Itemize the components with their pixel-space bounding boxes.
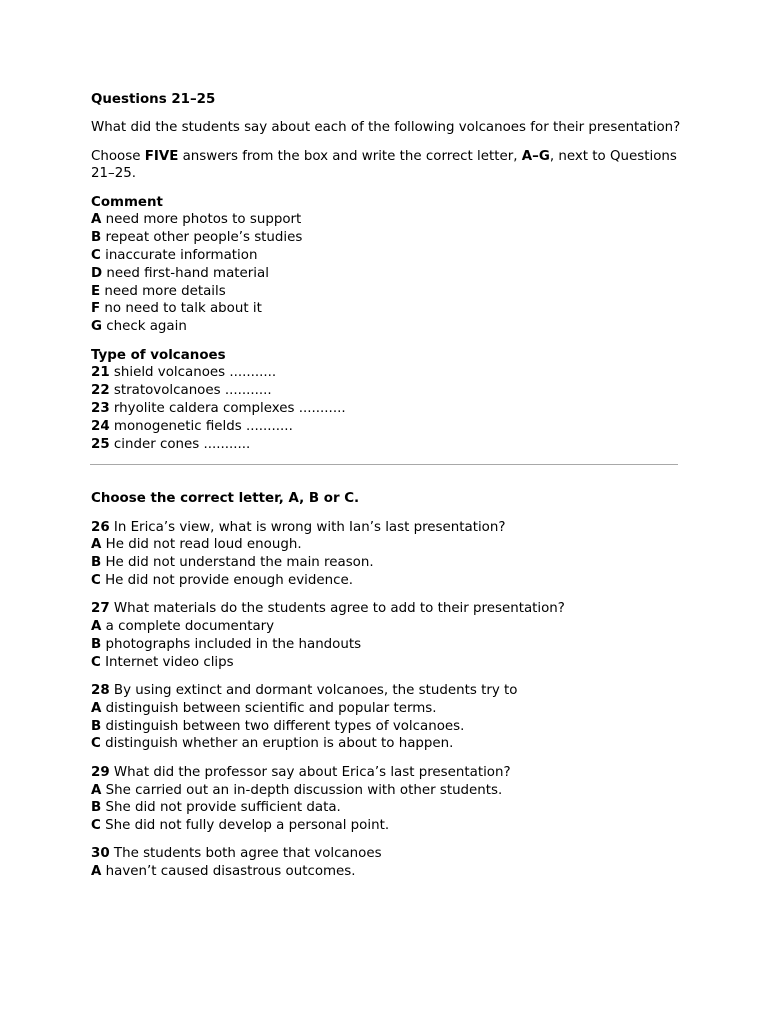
- comment-item: [91, 247, 681, 265]
- volcano-type-text: cinder cones ...........: [113, 436, 251, 452]
- option-letter: A: [91, 619, 102, 635]
- instruction-pre: Choose: [91, 148, 145, 164]
- option-letter: A: [91, 537, 102, 553]
- comment-letter: A: [91, 212, 102, 228]
- document-page: [91, 91, 681, 881]
- option-text: He did not understand the main reason.: [105, 555, 374, 571]
- answer-option: [91, 863, 681, 881]
- question-line: [91, 764, 681, 782]
- question-number: 22: [91, 383, 110, 399]
- instruction-range: A–G: [521, 148, 550, 164]
- question-text: In Erica’s view, what is wrong with Ian’s last presentation?: [113, 519, 506, 535]
- comment-text: need more details: [104, 283, 226, 299]
- answer-option: [91, 718, 681, 736]
- volcano-type-text: shield volcanoes ...........: [113, 365, 277, 381]
- comment-letter: C: [91, 248, 101, 264]
- question-number: 21: [91, 365, 110, 381]
- volcano-type-item: [91, 382, 681, 400]
- option-text: She carried out an in-depth discussion with other students.: [105, 782, 503, 798]
- volcano-type-text: rhyolite caldera complexes ...........: [113, 400, 346, 416]
- comment-letter: F: [91, 301, 101, 317]
- option-letter: A: [91, 864, 102, 880]
- option-letter: B: [91, 718, 102, 734]
- comment-item: [91, 211, 681, 229]
- option-letter: C: [91, 818, 101, 834]
- question-number: 28: [91, 683, 110, 699]
- option-letter: B: [91, 555, 102, 571]
- comment-letter: E: [91, 283, 101, 299]
- comment-item: [91, 283, 681, 301]
- question-block: [91, 845, 681, 881]
- option-text: distinguish whether an eruption is about to happen.: [105, 736, 454, 752]
- option-text: She did not fully develop a personal point.: [105, 818, 390, 834]
- comment-text: check again: [106, 319, 187, 335]
- comment-item: [91, 318, 681, 336]
- question-line: [91, 682, 681, 700]
- volcano-type-list: [91, 364, 681, 453]
- instruction-mid: answers from the box and write the correct letter,: [178, 148, 522, 164]
- option-letter: B: [91, 636, 102, 652]
- answer-option: [91, 799, 681, 817]
- question-number: 25: [91, 436, 110, 452]
- answer-option: [91, 782, 681, 800]
- question-block: [91, 764, 681, 835]
- instruction-post: , next to Questions 21–25.: [91, 148, 677, 182]
- answer-option: [91, 554, 681, 572]
- answer-option: [91, 735, 681, 753]
- types-heading: Type of volcanoes: [91, 347, 226, 363]
- comment-heading: Comment: [91, 194, 163, 210]
- option-text: distinguish between two different types of volcanoes.: [105, 718, 465, 734]
- volcano-type-item: [91, 418, 681, 436]
- option-text: a complete documentary: [105, 619, 275, 635]
- question-number: 29: [91, 764, 110, 780]
- instruction-text: What did the students say about each of the following volcanoes for their presentation?: [91, 120, 681, 136]
- option-text: He did not read loud enough.: [105, 537, 302, 553]
- answer-option: [91, 636, 681, 654]
- question-text: The students both agree that volcanoes: [113, 846, 382, 862]
- comment-text: need more photos to support: [105, 212, 302, 228]
- option-letter: A: [91, 782, 102, 798]
- comment-list: [91, 211, 681, 336]
- answer-option: [91, 700, 681, 718]
- option-text: distinguish between scientific and popular terms.: [105, 700, 437, 716]
- comment-text: inaccurate information: [105, 248, 258, 264]
- answer-option: [91, 536, 681, 554]
- question-line: [91, 845, 681, 863]
- option-text: She did not provide sufficient data.: [105, 800, 341, 816]
- comment-item: [91, 265, 681, 283]
- option-letter: C: [91, 573, 101, 589]
- comment-text: need first-hand material: [106, 265, 269, 281]
- question-number: 26: [91, 519, 110, 535]
- question-number: 30: [91, 846, 110, 862]
- comment-item: [91, 300, 681, 318]
- answer-option: [91, 572, 681, 590]
- comment-item: [91, 229, 681, 247]
- answer-option: [91, 654, 681, 672]
- volcano-type-text: monogenetic fields ...........: [113, 418, 293, 434]
- answer-option: [91, 618, 681, 636]
- comment-text: no need to talk about it: [104, 301, 262, 317]
- question-text: What materials do the students agree to add to their presentation?: [113, 601, 565, 617]
- comment-letter: D: [91, 265, 103, 281]
- option-text: He did not provide enough evidence.: [105, 573, 353, 589]
- volcano-type-text: stratovolcanoes ...........: [113, 383, 272, 399]
- question-number: 23: [91, 400, 110, 416]
- instruction-choose: [91, 148, 681, 184]
- question-line: [91, 519, 681, 537]
- question-number: 27: [91, 601, 110, 617]
- section-title: Questions 21–25: [91, 92, 216, 107]
- question-block: [91, 682, 681, 753]
- question-block: [91, 600, 681, 671]
- option-letter: A: [91, 700, 102, 716]
- section-title-part2: Choose the correct letter, A, B or C.: [91, 491, 360, 507]
- question-line: [91, 600, 681, 618]
- comment-letter: G: [91, 319, 102, 335]
- option-text: Internet video clips: [105, 654, 234, 670]
- question-text: By using extinct and dormant volcanoes, the students try to: [113, 683, 518, 699]
- volcano-type-item: [91, 364, 681, 382]
- question-text: What did the professor say about Erica’s last presentation?: [113, 764, 511, 780]
- option-letter: C: [91, 736, 101, 752]
- volcano-type-item: [91, 400, 681, 418]
- volcano-type-item: [91, 436, 681, 454]
- comment-letter: B: [91, 230, 102, 246]
- section-divider: [90, 464, 678, 465]
- question-block: [91, 519, 681, 590]
- question-number: 24: [91, 418, 110, 434]
- option-text: photographs included in the handouts: [105, 636, 362, 652]
- answer-option: [91, 817, 681, 835]
- option-letter: B: [91, 800, 102, 816]
- option-letter: C: [91, 654, 101, 670]
- comment-text: repeat other people’s studies: [105, 230, 303, 246]
- option-text: haven’t caused disastrous outcomes.: [105, 864, 356, 880]
- instruction-five: FIVE: [144, 148, 179, 164]
